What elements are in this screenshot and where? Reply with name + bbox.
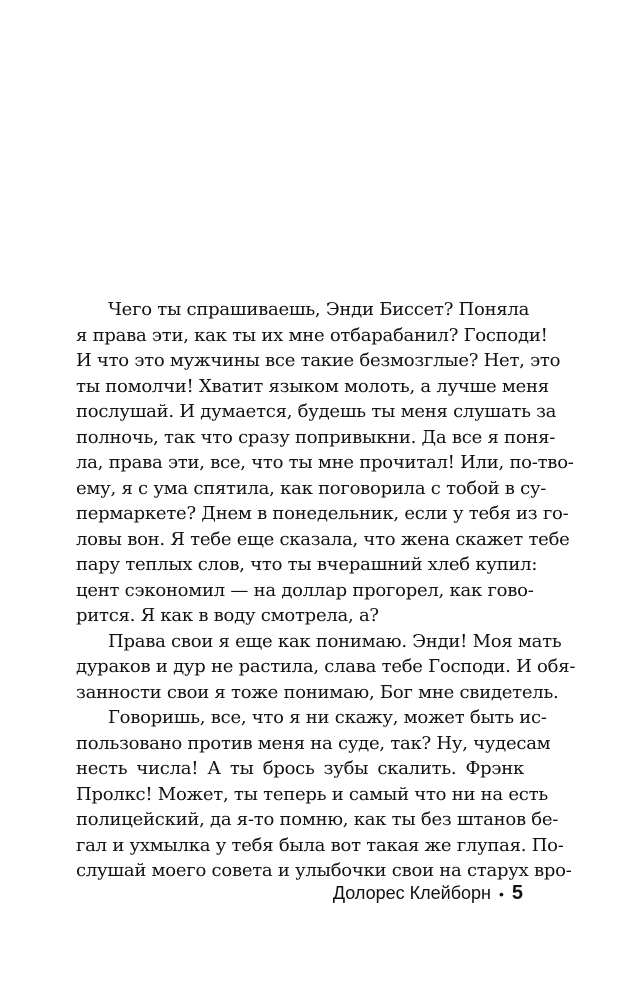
text-line: дураков и дур не растила, слава тебе Господи. И обя- [76,656,576,677]
text-line: занности свои я тоже понимаю, Бог мне свидетель. [76,681,559,703]
page-number: 5 [511,882,523,904]
text-line: ты помолчи! Хватит языком молоть, а лучше меня [76,375,549,397]
text-line: рится. Я как в воду смотрела, а? [76,605,379,626]
running-title: Долорес Клейборн [332,883,491,903]
page-footer [333,882,523,905]
text-line: Права свои я еще как понимаю. Энди! Моя мать [108,630,562,652]
paragraph [76,297,574,629]
text-line: ла, права эти, все, что ты мне прочитал! Или, по-тво- [76,452,574,473]
text-line: пользовано против меня на суде, так? Ну, чудесам [76,732,551,754]
body-text [76,297,576,884]
text-line: слушай моего совета и улыбочки свои на старух вро- [76,860,572,881]
text-line: И что это мужчины все такие безмозглые? Нет, это [76,350,561,371]
text-line: пермаркете? Днем в понедельник, если у тебя из го- [76,503,569,524]
text-line: пару теплых слов, что ты вчерашний хлеб купил: [76,554,538,575]
text-line: послушай. И думается, будешь ты меня слушать за [76,401,557,422]
paragraph [76,629,576,706]
text-line: гал и ухмылка у тебя была вот такая же глупая. По- [76,834,564,856]
bullet-separator: • [498,885,504,902]
paragraph [76,705,572,884]
text-line: ловы вон. Я тебе еще сказала, что жена скажет тебе [76,528,570,550]
text-line: цент сэкономил — на доллар прогорел, как гово- [76,579,534,601]
text-line: я права эти, как ты их мне отбарабанил? Господи! [76,324,548,346]
text-line: Пролкс! Может, ты теперь и самый что ни на есть [76,783,548,805]
text-line: полночь, так что сразу попривыкни. Да все я поня- [76,426,556,448]
text-line: Чего ты спрашиваешь, Энди Биссет? Поняла [108,299,530,320]
text-line: ему, я с ума спятила, как поговорила с тобой в су- [76,477,547,499]
text-line: Говоришь, все, что я ни скажу, может быть ис- [108,707,547,728]
text-line: несть числа! А ты брось зубы скалить. Фрэнк [76,758,524,779]
text-line: полицейский, да я-то помню, как ты без штанов бе- [76,809,559,830]
